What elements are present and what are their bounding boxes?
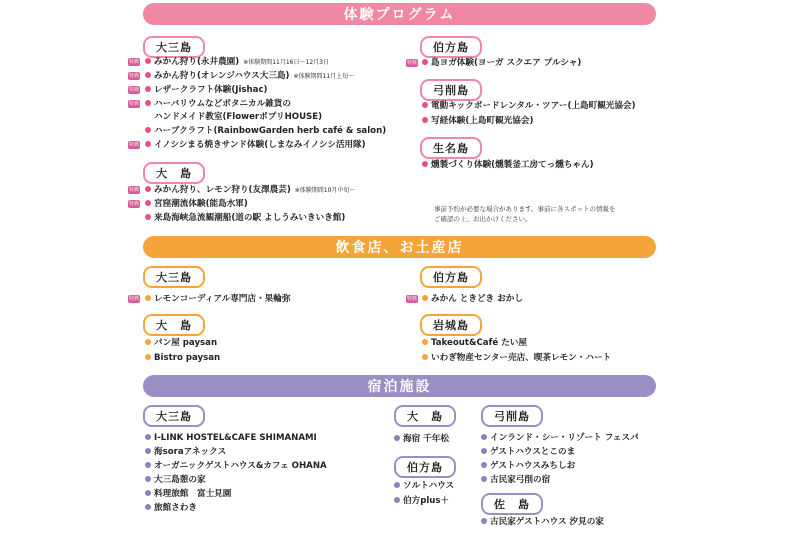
bullet-icon [394,435,400,441]
reservation-notice: 事前予約が必要な場合があります。事前に各スポットの情報を ご確認の上、お出かけください。 [434,205,616,223]
island-label-hakata: 伯方島 [420,266,482,288]
list-item: みかん狩り(オレンジハウス大三島) ※体験期間11月上旬～ [145,70,354,83]
tokuten-mark: 特典 [129,59,140,65]
bullet-icon [145,490,151,496]
list-item: 島ヨガ体験(ヨーガ スクエア プルシャ) [422,57,581,69]
island-label-oshima: 大 島 [143,314,205,336]
bullet-icon [145,200,151,206]
bullet-icon [145,434,151,440]
list-item: いわぎ物産センター売店、喫茶レモン・ハート [422,352,611,364]
island-label-hakata: 伯方島 [394,456,456,478]
list-item: イノシシまる焼きサンド体験(しまなみイノシシ活用隊) [145,139,366,151]
list-item-continued: ハンドメイド教室(FlowerポプリHOUSE) [154,112,323,122]
tokuten-mark: 特典 [407,296,418,302]
list-item: 電動キックボードレンタル・ツアー(上島町観光協会) [422,100,636,112]
list-item: オーガニックゲストハウス&カフェ OHANA [145,460,327,472]
island-label-yuge: 弓削島 [481,405,543,427]
bullet-icon [145,354,151,360]
list-item: ゲストハウスみちしお [481,460,575,472]
bullet-icon [481,462,487,468]
list-item: 大三島憩の家 [145,474,206,486]
island-label-iwagi: 岩城島 [420,314,482,336]
section-banner-experience: 体験プログラム [143,3,656,25]
tokuten-mark: 特典 [129,73,140,79]
bullet-icon [145,58,151,64]
list-item: 来島海峡急流観潮船(道の駅 よしうみいきいき館) [145,212,345,224]
island-label-sa: 佐 島 [481,493,543,515]
list-item: ゲストハウスとこのま [481,446,575,458]
island-label-oshima: 大 島 [394,405,456,427]
bullet-icon [422,117,428,123]
bullet-icon [422,102,428,108]
list-item: みかん ときどき おかし [422,293,523,305]
list-item: Bistro paysan [145,352,220,364]
tokuten-mark: 特典 [129,187,140,193]
bullet-icon [145,462,151,468]
bullet-icon [394,497,400,503]
tokuten-mark: 特典 [129,101,140,107]
bullet-icon [145,100,151,106]
list-item: I-LINK HOSTEL&CAFE SHIMANAMI [145,432,317,444]
island-label-omishima: 大三島 [143,266,205,288]
bullet-icon [481,434,487,440]
bullet-icon [481,448,487,454]
list-item: パン屋 paysan [145,337,217,349]
tokuten-mark: 特典 [129,296,140,302]
island-label-oshima: 大 島 [143,162,205,184]
bullet-icon [145,295,151,301]
list-item: 料理旅館 富士見園 [145,488,231,500]
bullet-icon [145,141,151,147]
bullet-icon [145,86,151,92]
list-item: ハーバリウムなどボタニカル雑貨の [145,98,291,110]
list-item: ソルトハウス [394,480,454,492]
bullet-icon [145,448,151,454]
list-item: インランド・シー・リゾート フェスパ [481,432,639,444]
tokuten-mark: 特典 [407,60,418,66]
bullet-icon [145,186,151,192]
island-label-ikina: 生名島 [420,137,482,159]
list-item: 旅館さわき [145,502,197,514]
island-label-hakata: 伯方島 [420,36,482,58]
list-item: 写経体験(上島町観光協会) [422,115,533,127]
list-item: レモンコーディアル専門店・果輪弥 [145,293,290,305]
section-banner-stay: 宿泊施設 [143,375,656,397]
list-item: 宮窪潮流体験(能島水軍) [145,198,248,210]
list-item: 海宿 千年松 [394,433,449,445]
bullet-icon [422,339,428,345]
bullet-icon [394,482,400,488]
bullet-icon [145,127,151,133]
tokuten-mark: 特典 [129,201,140,207]
bullet-icon [422,354,428,360]
list-item: 伯方plus＋ [394,495,449,507]
tokuten-mark: 特典 [129,142,140,148]
list-item: みかん狩り(永井農園) ※体験期間11月16日～12月3日 [145,56,329,69]
bullet-icon [145,476,151,482]
list-item: みかん狩り、レモン狩り(友澤農芸) ※体験期間10月中旬～ [145,184,355,197]
list-item: ハーブクラフト(RainbowGarden herb café & salon) [145,125,386,137]
list-item: 海soraアネックス [145,446,226,458]
bullet-icon [481,476,487,482]
bullet-icon [422,59,428,65]
bullet-icon [422,295,428,301]
island-label-omishima: 大三島 [143,36,205,58]
bullet-icon [481,518,487,524]
bullet-icon [145,72,151,78]
list-item: Takeout&Café たい屋 [422,337,527,349]
tokuten-mark: 特典 [129,87,140,93]
list-item: レザークラフト体験(Jishac) [145,84,267,96]
list-item: 古民家弓削の宿 [481,474,550,486]
island-label-omishima: 大三島 [143,405,205,427]
bullet-icon [145,504,151,510]
bullet-icon [145,339,151,345]
list-item: 燻製づくり体験(燻製釜工房てっ燻ちゃん) [422,159,594,171]
list-item: 古民家ゲストハウス 汐見の家 [481,516,604,528]
island-label-yuge: 弓削島 [420,79,482,101]
bullet-icon [422,161,428,167]
bullet-icon [145,214,151,220]
section-banner-food: 飲食店、お土産店 [143,236,656,258]
